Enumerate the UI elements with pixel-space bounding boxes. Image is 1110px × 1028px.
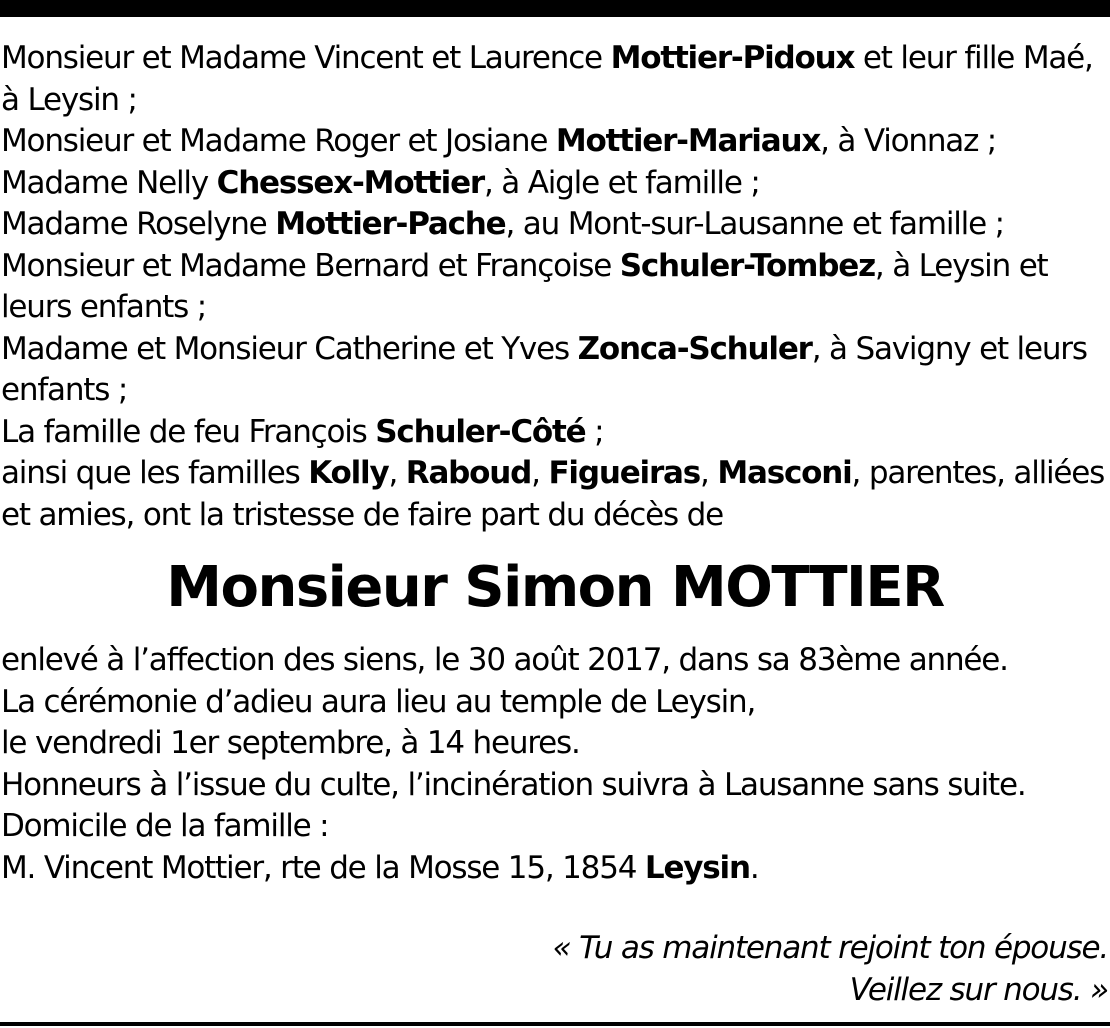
bottom-border-rule [0, 1022, 1110, 1026]
family-line: Madame Nelly Chessex-Mottier, à Aigle et famille ; [1, 164, 760, 201]
family-surname: Zonca-Schuler [577, 330, 812, 367]
address-town: Leysin [644, 849, 750, 886]
family-line: Monsieur et Madame Bernard et Françoise Schuler-Tombez, à Leysin et leurs enfants ; [1, 247, 1048, 325]
family-surname: Mottier-Pidoux [610, 40, 855, 76]
info-line-domicile: Domicile de la famille : [1, 808, 329, 844]
top-border-rule [0, 0, 1110, 17]
family-line: Monsieur et Madame Roger et Josiane Mottier-Mariaux, à Vionnaz ; [1, 123, 997, 159]
family-surname-figueiras: Figueiras [548, 455, 701, 491]
memorial-quote [208, 927, 1108, 1011]
info-line-date: le vendredi 1er septembre, à 14 heures. [1, 725, 580, 761]
family-surname: Schuler-Tombez [619, 247, 875, 284]
quote-line-2: Veillez sur nous. » [849, 972, 1108, 1008]
family-line: Madame Roselyne Mottier-Pache, au Mont-sur-Lausanne et famille ; [1, 206, 1004, 242]
deceased-name-heading: Monsieur Simon MOTTIER [166, 555, 944, 620]
family-line: Madame et Monsieur Catherine et Yves Zonca-Schuler, à Savigny et leurs enfants ; [1, 330, 1087, 408]
family-surname: Chessex-Mottier [216, 164, 484, 201]
family-line: La famille de feu François Schuler-Côté ; [1, 413, 604, 450]
info-line-ceremony: La cérémonie d’adieu aura lieu au temple de Leysin, [1, 683, 756, 720]
family-surname-raboud: Raboud [405, 455, 532, 491]
info-line-honours: Honneurs à l’issue du culte, l’incinération suivra à Lausanne sans suite. [1, 766, 1026, 803]
family-line: Monsieur et Madame Vincent et Laurence Mottier-Pidoux et leur fille Maé, à Leysin ; [1, 40, 1093, 118]
family-surname-kolly: Kolly [308, 455, 389, 491]
info-line-passing: enlevé à l’affection des siens, le 30 août 2017, dans sa 83ème année. [1, 642, 1008, 678]
ceremony-info [1, 640, 1105, 889]
family-address: M. Vincent Mottier, rte de la Mosse 15, 1854 Leysin. [1, 849, 759, 886]
family-surname: Schuler-Côté [375, 413, 586, 450]
family-announcement [1, 38, 1105, 536]
family-surname: Mottier-Pache [275, 206, 506, 242]
extended-family-line: ainsi que les familles Kolly, Raboud, Figueiras, Masconi, parentes, alliées et amies, ont la tristesse de faire part du décès de [1, 455, 1105, 533]
family-surname-masconi: Masconi [717, 455, 852, 491]
quote-line-1: « Tu as maintenant rejoint ton épouse. [552, 930, 1108, 966]
family-surname: Mottier-Mariaux [555, 123, 821, 159]
